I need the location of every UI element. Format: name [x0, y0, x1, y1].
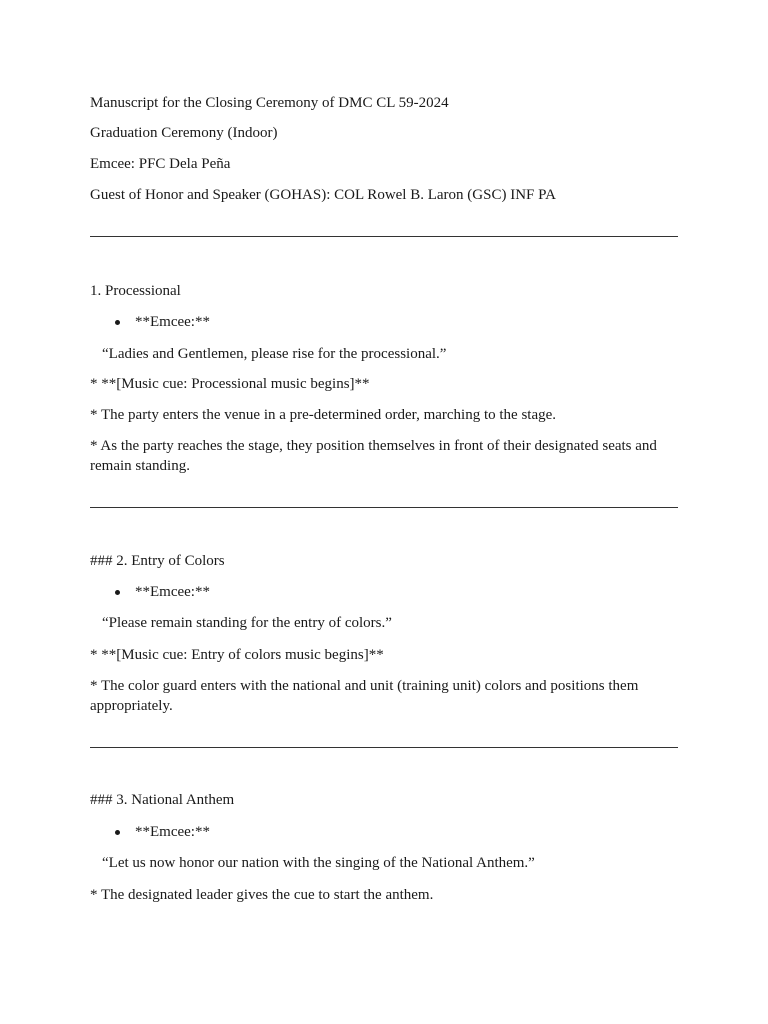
- stage-note: * The designated leader gives the cue to start the anthem.: [90, 887, 434, 903]
- gohas-line: Guest of Honor and Speaker (GOHAS): COL Rowel B. Laron (GSC) INF PA: [90, 187, 556, 203]
- bullet-label: **Emcee:**: [135, 584, 210, 600]
- document-title: Manuscript for the Closing Ceremony of DMC CL 59-2024: [90, 95, 449, 111]
- bullet-label: **Emcee:**: [135, 824, 210, 840]
- ceremony-type: Graduation Ceremony (Indoor): [90, 125, 278, 141]
- emcee-quote: “Ladies and Gentlemen, please rise for the processional.”: [102, 346, 447, 362]
- bullet-label: **Emcee:**: [135, 314, 210, 330]
- stage-note: * The party enters the venue in a pre-determined order, marching to the stage.: [90, 407, 557, 423]
- divider: [90, 747, 678, 748]
- stage-note: * The color guard enters with the national and unit (training unit) colors and positions them appropriately.: [90, 678, 639, 714]
- section-heading: 1. Processional: [90, 283, 181, 299]
- section-heading: ### 3. National Anthem: [90, 792, 235, 808]
- stage-note: * **[Music cue: Processional music begins]**: [90, 376, 370, 392]
- emcee-quote: “Please remain standing for the entry of colors.”: [102, 615, 392, 631]
- emcee-line: Emcee: PFC Dela Peña: [90, 156, 231, 172]
- bullet-icon: [115, 320, 120, 325]
- divider: [90, 236, 678, 237]
- emcee-quote: “Let us now honor our nation with the singing of the National Anthem.”: [102, 855, 535, 871]
- section-heading: ### 2. Entry of Colors: [90, 553, 225, 569]
- stage-note: * **[Music cue: Entry of colors music begins]**: [90, 647, 384, 663]
- bullet-icon: [115, 830, 120, 835]
- stage-note: * As the party reaches the stage, they position themselves in front of their designated seats and remain standing.: [90, 438, 657, 474]
- divider: [90, 507, 678, 508]
- bullet-icon: [115, 590, 120, 595]
